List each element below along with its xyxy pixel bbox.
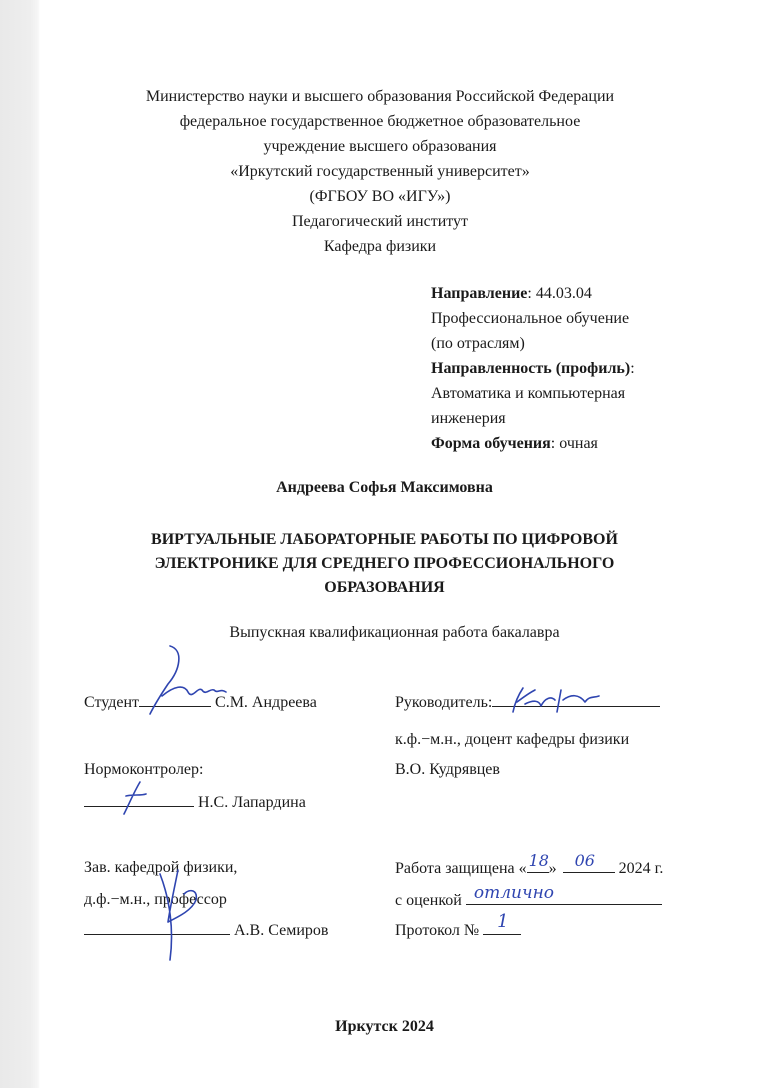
thesis-title-line-3: ОБРАЗОВАНИЯ (324, 579, 445, 596)
university-name: «Иркутский государственный университет» (230, 163, 530, 180)
supervisor-name: В.О. Кудрявцев (395, 761, 500, 778)
institution-type-line: федеральное государственное бюджетное образовательное (179, 113, 581, 130)
head-label: Зав. кафедрой физики, (84, 859, 238, 876)
work-type: Выпускная квалификационная работа бакалавра (229, 624, 560, 641)
supervisor-title: к.ф.−м.н., доцент кафедры физики (395, 731, 630, 748)
direction-line-3: (по отраслям) (431, 335, 525, 352)
head-signature-mark (140, 860, 220, 970)
defense-day-line (527, 851, 549, 873)
form-label: Форма обучения (431, 435, 551, 452)
scan-edge (0, 0, 40, 1088)
student-signature-mark (140, 640, 230, 720)
study-info-block (431, 281, 671, 456)
profile-colon: : (630, 360, 635, 377)
thesis-title (80, 528, 689, 600)
defense-date-row (395, 851, 664, 879)
protocol-line (483, 911, 521, 935)
student-name: С.М. Андреева (215, 694, 317, 711)
profile-line-2: Автоматика и компьютерная (431, 385, 626, 402)
institute-name: Педагогический институт (291, 213, 469, 230)
defense-month-line (563, 851, 615, 873)
head-name: А.В. Семиров (234, 922, 329, 939)
grade-line (466, 883, 662, 905)
department-name: Кафедра физики (323, 238, 437, 255)
institution-type-line-2: учреждение высшего образования (263, 138, 497, 155)
profile-line-3: инженерия (431, 410, 506, 427)
grade-label: с оценкой (395, 892, 462, 909)
normcontrol-signature-mark (110, 778, 160, 818)
direction-line-2: Профессиональное обучение (431, 310, 630, 327)
supervisor-label: Руководитель: (395, 694, 493, 711)
thesis-title-line-1: ВИРТУАЛЬНЫЕ ЛАБОРАТОРНЫЕ РАБОТЫ ПО ЦИФРОВОЙ (151, 531, 618, 548)
institution-header (90, 84, 670, 259)
normcontrol-name: Н.С. Лапардина (198, 794, 306, 811)
defense-label: Работа защищена « (395, 860, 527, 877)
defense-mid: » (548, 860, 557, 877)
protocol-label: Протокол № (395, 922, 480, 939)
author-name: Андреева Софья Максимовна (276, 479, 493, 496)
student-label: Студент (84, 694, 140, 711)
head-title: д.ф.−м.н., профессор (84, 891, 227, 908)
normcontrol-label: Нормоконтролер: (84, 761, 204, 778)
defense-month: 06 (574, 851, 595, 870)
grade-value: отлично (473, 883, 554, 903)
supervisor-signature-mark (505, 682, 605, 722)
university-abbr: (ФГБОУ ВО «ИГУ») (309, 188, 451, 205)
city-year: Иркутск 2024 (335, 1018, 434, 1035)
ministry-line: Министерство науки и высшего образования Российской Федерации (145, 88, 615, 105)
form-value: : очная (550, 435, 598, 452)
direction-value: : 44.03.04 (527, 285, 592, 302)
protocol-row (395, 911, 521, 941)
thesis-title-line-2: ЭЛЕКТРОНИКЕ ДЛЯ СРЕДНЕГО ПРОФЕССИОНАЛЬНОГО (154, 555, 615, 572)
grade-row (395, 883, 662, 911)
protocol-value: 1 (497, 911, 509, 932)
defense-day: 18 (528, 851, 549, 870)
defense-year: 2024 г. (618, 860, 664, 877)
direction-label: Направление (431, 285, 528, 302)
profile-label: Направленность (профиль) (431, 360, 631, 377)
